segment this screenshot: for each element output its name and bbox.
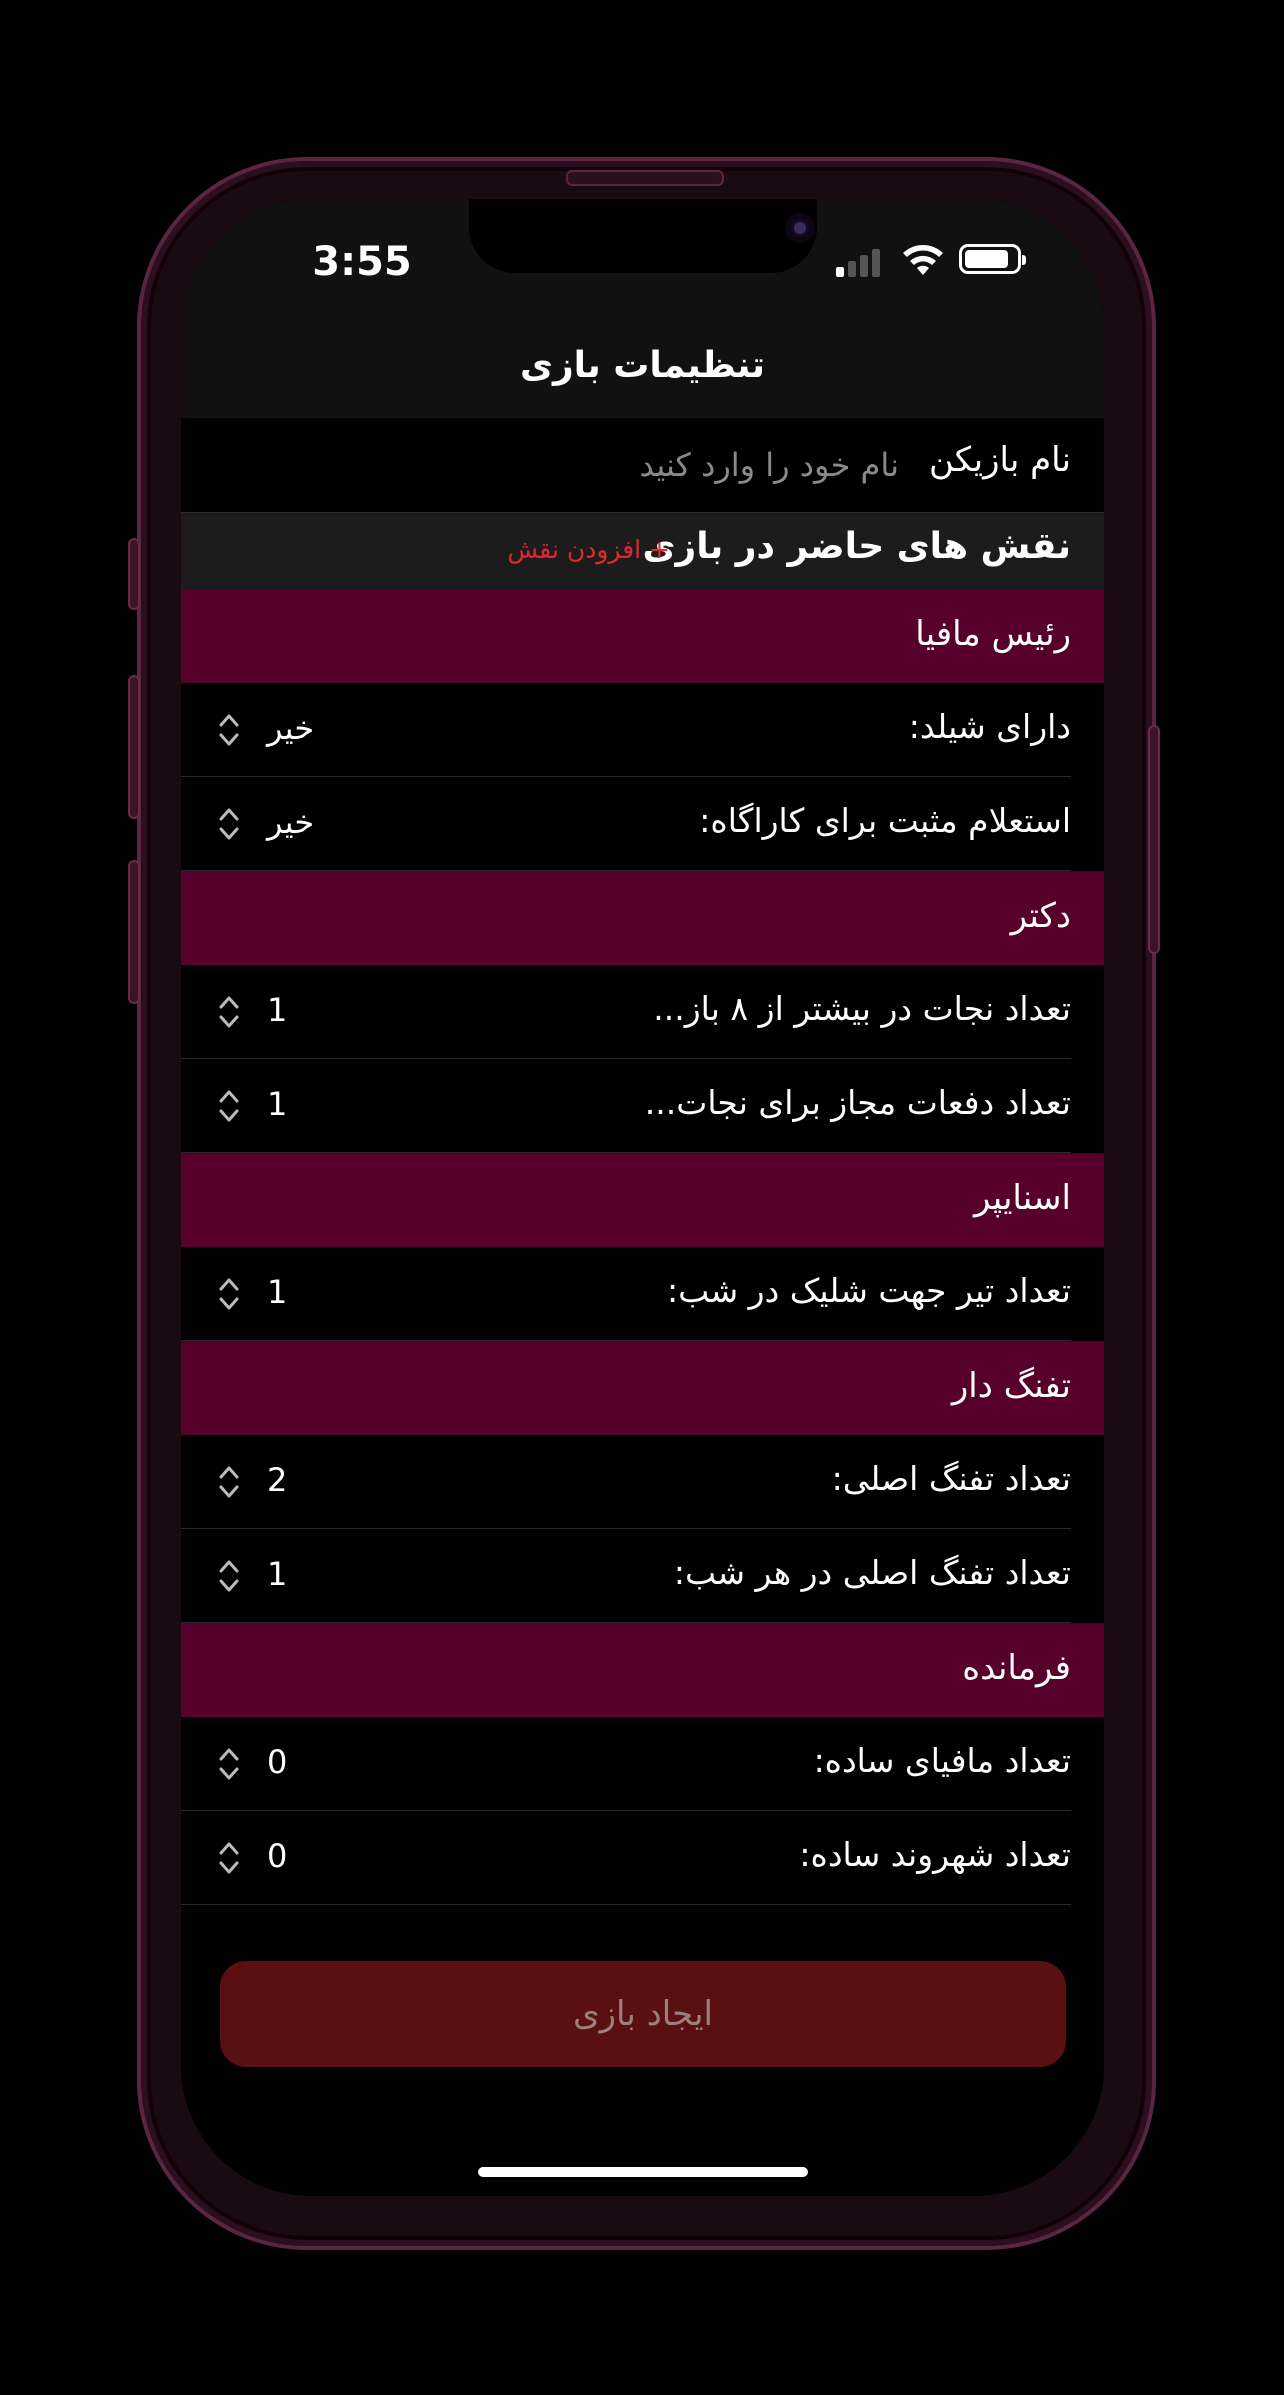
value-picker[interactable] bbox=[217, 703, 327, 757]
setting-row bbox=[181, 1059, 1104, 1153]
setting-row bbox=[181, 777, 1104, 871]
setting-label: تعداد تفنگ اصلی: bbox=[831, 1459, 1071, 1498]
status-time: 3:55 bbox=[312, 239, 412, 285]
chevron-up-down-icon bbox=[217, 805, 241, 843]
setting-row bbox=[181, 1717, 1104, 1811]
setting-value: 0 bbox=[267, 1743, 288, 1781]
value-picker[interactable] bbox=[217, 1831, 327, 1885]
chevron-up-down-icon bbox=[217, 1463, 241, 1501]
volume-down-button bbox=[128, 860, 140, 1004]
chevron-up-down-icon bbox=[217, 1275, 241, 1313]
chevron-up-down-icon bbox=[217, 1087, 241, 1125]
chevron-up-down-icon bbox=[217, 993, 241, 1031]
create-game-button[interactable]: ایجاد بازی bbox=[220, 1961, 1066, 2067]
setting-label: تعداد تفنگ اصلی در هر شب: bbox=[673, 1553, 1071, 1592]
add-role-button[interactable]: + افزودن نقش bbox=[507, 535, 670, 564]
role-title: دکتر bbox=[1010, 896, 1071, 936]
role-title: تفنگ دار bbox=[951, 1366, 1071, 1406]
chevron-up-down-icon bbox=[217, 1839, 241, 1877]
player-name-label: نام بازیکن bbox=[928, 440, 1071, 480]
setting-label: تعداد دفعات مجاز برای نجات... bbox=[644, 1083, 1071, 1122]
setting-value: خیر bbox=[267, 709, 315, 747]
cellular-signal-icon bbox=[836, 247, 886, 277]
setting-label: تعداد شهروند ساده: bbox=[799, 1835, 1071, 1874]
wifi-icon bbox=[901, 243, 945, 277]
setting-row bbox=[181, 965, 1104, 1059]
setting-label: تعداد تیر جهت شلیک در شب: bbox=[667, 1271, 1071, 1310]
earpiece-speaker bbox=[566, 170, 724, 186]
setting-value: 1 bbox=[267, 1085, 288, 1123]
notch bbox=[469, 199, 817, 273]
role-title: فرمانده bbox=[962, 1648, 1071, 1688]
player-name-input[interactable] bbox=[477, 436, 901, 494]
setting-value: 0 bbox=[267, 1837, 288, 1875]
chevron-up-down-icon bbox=[217, 1745, 241, 1783]
setting-value: 1 bbox=[267, 1273, 288, 1311]
player-name-row bbox=[181, 418, 1104, 513]
mute-switch bbox=[128, 538, 140, 610]
value-picker[interactable] bbox=[217, 1737, 327, 1791]
value-picker[interactable] bbox=[217, 1267, 327, 1321]
setting-row bbox=[181, 1247, 1104, 1341]
volume-up-button bbox=[128, 675, 140, 819]
setting-label: تعداد مافیای ساده: bbox=[813, 1741, 1071, 1780]
home-indicator[interactable] bbox=[478, 2167, 808, 2177]
setting-label: دارای شیلد: bbox=[908, 707, 1071, 746]
value-picker[interactable] bbox=[217, 985, 327, 1039]
role-title: اسنایپر bbox=[973, 1178, 1071, 1218]
chevron-up-down-icon bbox=[217, 1557, 241, 1595]
roles-section-title: نقش های حاضر در بازی bbox=[642, 526, 1071, 567]
setting-value: 1 bbox=[267, 991, 288, 1029]
front-camera bbox=[785, 213, 815, 243]
setting-row bbox=[181, 1435, 1104, 1529]
setting-value: خیر bbox=[267, 803, 315, 841]
role-header bbox=[181, 871, 1104, 965]
setting-row bbox=[181, 1529, 1104, 1623]
battery-icon bbox=[959, 244, 1021, 274]
roles-list bbox=[181, 589, 1104, 1905]
role-header bbox=[181, 1153, 1104, 1247]
role-title: رئیس مافیا bbox=[915, 614, 1071, 654]
settings-content bbox=[181, 418, 1104, 1905]
power-button bbox=[1148, 725, 1160, 954]
screen bbox=[181, 199, 1104, 2196]
chevron-up-down-icon bbox=[217, 711, 241, 749]
page-title: تنظیمات بازی bbox=[519, 345, 766, 386]
role-header bbox=[181, 1341, 1104, 1435]
value-picker[interactable] bbox=[217, 1549, 327, 1603]
value-picker[interactable] bbox=[217, 1079, 327, 1133]
setting-label: استعلام مثبت برای کاراگاه: bbox=[699, 801, 1071, 840]
role-header bbox=[181, 1623, 1104, 1717]
role-header bbox=[181, 589, 1104, 683]
setting-row bbox=[181, 683, 1104, 777]
setting-value: 1 bbox=[267, 1555, 288, 1593]
setting-value: 2 bbox=[267, 1461, 288, 1499]
value-picker[interactable] bbox=[217, 797, 327, 851]
roles-section-header bbox=[181, 513, 1104, 589]
value-picker[interactable] bbox=[217, 1455, 327, 1509]
setting-label: تعداد نجات در بیشتر از ۸ باز... bbox=[653, 989, 1071, 1028]
setting-row bbox=[181, 1811, 1104, 1905]
